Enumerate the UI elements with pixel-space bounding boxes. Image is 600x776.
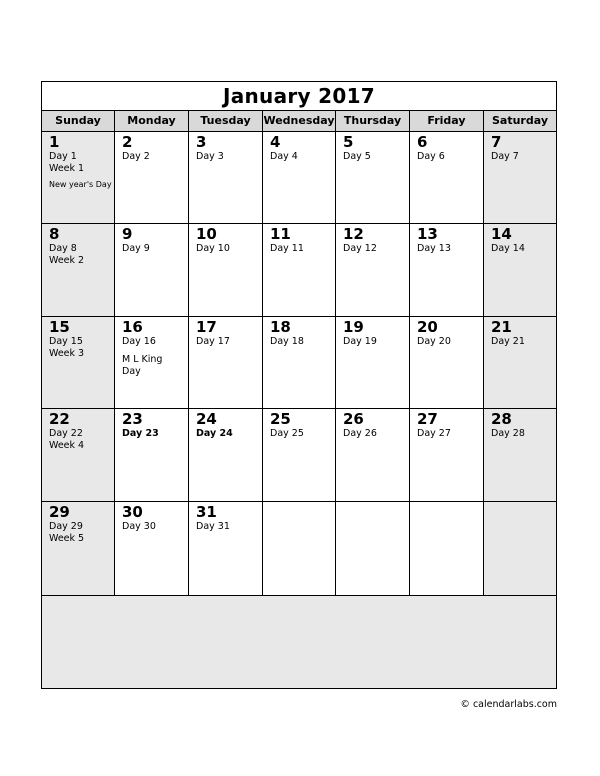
day-cell [336, 317, 410, 409]
date-number: 6 [417, 133, 428, 151]
day-cell [410, 409, 484, 502]
date-number: 20 [417, 318, 438, 336]
day-of-year: Day 18 [270, 336, 304, 347]
date-number: 24 [196, 410, 217, 428]
day-cell [189, 224, 263, 317]
date-number: 19 [343, 318, 364, 336]
date-number: 14 [491, 225, 512, 243]
day-of-year: Day 29 [49, 521, 83, 532]
month-title: January 2017 [42, 82, 556, 111]
week-number: Week 5 [49, 533, 85, 544]
day-cell [115, 502, 189, 596]
day-cell [484, 409, 556, 502]
day-of-year: Day 13 [417, 243, 451, 254]
day-of-year: Day 25 [270, 428, 304, 439]
date-number: 25 [270, 410, 291, 428]
day-cell [189, 132, 263, 224]
day-of-year: Day 7 [491, 151, 519, 162]
empty-day-cell [336, 502, 410, 596]
date-number: 21 [491, 318, 512, 336]
notes-area [42, 596, 556, 688]
day-cell [189, 317, 263, 409]
day-cell [336, 224, 410, 317]
week-number: Week 4 [49, 440, 85, 451]
date-number: 27 [417, 410, 438, 428]
day-of-year: Day 12 [343, 243, 377, 254]
date-number: 31 [196, 503, 217, 521]
date-number: 28 [491, 410, 512, 428]
date-number: 16 [122, 318, 143, 336]
day-of-year: Day 1 [49, 151, 77, 162]
day-of-year: Day 21 [491, 336, 525, 347]
weekday-monday: Monday [115, 111, 189, 131]
day-cell [263, 409, 336, 502]
holiday-label: M L King Day [122, 354, 163, 377]
day-cell [42, 409, 115, 502]
day-of-year: Day 2 [122, 151, 150, 162]
day-cell [42, 317, 115, 409]
date-number: 29 [49, 503, 70, 521]
day-of-year: Day 20 [417, 336, 451, 347]
day-cell [115, 409, 189, 502]
weekday-thursday: Thursday [336, 111, 410, 131]
empty-day-cell [263, 502, 336, 596]
weekday-saturday: Saturday [492, 114, 548, 127]
day-of-year: Day 17 [196, 336, 230, 347]
week-number: Week 1 [49, 163, 85, 174]
date-number: 18 [270, 318, 291, 336]
day-of-year: Day 23 [122, 428, 159, 439]
day-cell [115, 317, 189, 409]
day-of-year: Day 28 [491, 428, 525, 439]
day-cell [484, 317, 556, 409]
date-number: 12 [343, 225, 364, 243]
day-of-year: Day 19 [343, 336, 377, 347]
day-cell [115, 224, 189, 317]
weekday-header-row [42, 111, 556, 132]
day-cell [410, 317, 484, 409]
date-number: 26 [343, 410, 364, 428]
day-cell [263, 132, 336, 224]
date-number: 10 [196, 225, 217, 243]
date-number: 30 [122, 503, 143, 521]
holiday-label: New year's Day [49, 180, 112, 189]
month-calendar [41, 81, 557, 689]
calendar-grid [42, 132, 556, 596]
day-cell [336, 409, 410, 502]
date-number: 5 [343, 133, 354, 151]
day-of-year: Day 15 [49, 336, 83, 347]
date-number: 15 [49, 318, 70, 336]
date-number: 4 [270, 133, 281, 151]
day-of-year: Day 22 [49, 428, 83, 439]
day-cell [484, 132, 556, 224]
day-cell [189, 502, 263, 596]
date-number: 7 [491, 133, 502, 151]
date-number: 3 [196, 133, 207, 151]
day-of-year: Day 30 [122, 521, 156, 532]
day-cell [336, 132, 410, 224]
day-cell [189, 409, 263, 502]
weekday-wednesday: Wednesday [263, 111, 336, 131]
day-cell [410, 132, 484, 224]
date-number: 11 [270, 225, 291, 243]
empty-day-cell [410, 502, 484, 596]
day-cell [263, 224, 336, 317]
day-of-year: Day 5 [343, 151, 371, 162]
day-of-year: Day 8 [49, 243, 77, 254]
day-of-year: Day 26 [343, 428, 377, 439]
day-cell [42, 132, 115, 224]
day-of-year: Day 11 [270, 243, 304, 254]
day-of-year: Day 27 [417, 428, 451, 439]
day-of-year: Day 6 [417, 151, 445, 162]
date-number: 23 [122, 410, 143, 428]
date-number: 13 [417, 225, 438, 243]
week-number: Week 3 [49, 348, 85, 359]
day-of-year: Day 16 [122, 336, 156, 347]
day-of-year: Day 9 [122, 243, 150, 254]
empty-day-cell [484, 502, 556, 596]
date-number: 17 [196, 318, 217, 336]
day-of-year: Day 14 [491, 243, 525, 254]
day-of-year: Day 4 [270, 151, 298, 162]
weekday-tuesday: Tuesday [189, 111, 263, 131]
day-of-year: Day 24 [196, 428, 233, 439]
weekday-friday: Friday [410, 111, 484, 131]
day-of-year: Day 3 [196, 151, 224, 162]
week-number: Week 2 [49, 255, 85, 266]
date-number: 9 [122, 225, 133, 243]
day-cell [115, 132, 189, 224]
weekday-sunday: Sunday [42, 111, 115, 131]
day-of-year: Day 31 [196, 521, 230, 532]
day-of-year: Day 10 [196, 243, 230, 254]
date-number: 22 [49, 410, 70, 428]
day-cell [42, 224, 115, 317]
date-number: 1 [49, 133, 60, 151]
day-cell [410, 224, 484, 317]
date-number: 2 [122, 133, 133, 151]
date-number: 8 [49, 225, 60, 243]
day-cell [42, 502, 115, 596]
day-cell [484, 224, 556, 317]
day-cell [263, 317, 336, 409]
calendarlabs-credit[interactable]: © calendarlabs.com [460, 699, 557, 710]
